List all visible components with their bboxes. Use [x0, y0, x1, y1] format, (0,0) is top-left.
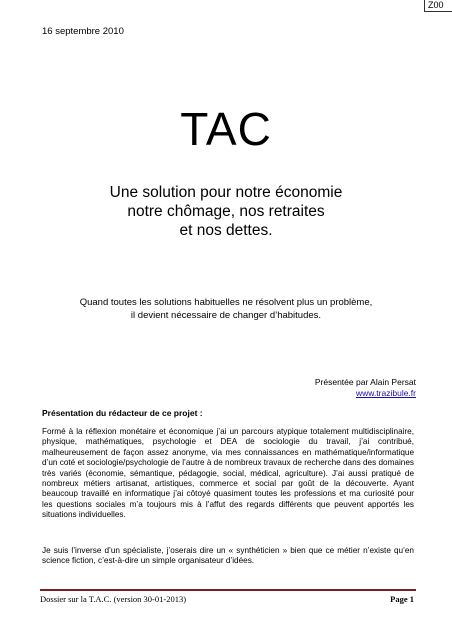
- epigraph: [0, 297, 452, 322]
- corner-tab: Z00: [424, 0, 452, 12]
- epigraph-line: il devient nécessaire de changer d’habitudes.: [130, 309, 322, 321]
- document-subtitle: [0, 183, 452, 240]
- author-block: [315, 377, 416, 399]
- section-heading: Présentation du rédacteur de ce projet :: [42, 408, 203, 418]
- document-date: 16 septembre 2010: [42, 26, 124, 37]
- subtitle-line: et nos dettes.: [179, 222, 273, 239]
- footer-page-number: Page 1: [390, 594, 414, 604]
- epigraph-line: Quand toutes les solutions habituelles ne résolvent plus un problème,: [79, 297, 373, 308]
- body-paragraph: Je suis l’inverse d’un spécialiste, j’oserais dire un « synthéticien » bien que ce métier n’existe qu’en science fiction, c’est-à-dire un simple organisateur d’idées.: [42, 546, 414, 566]
- website-link[interactable]: www.trazibule.fr: [356, 388, 416, 398]
- body-paragraph: Formé à la réflexion monétaire et économique j’ai un parcours atypique totalement multidisciplinaire, physique, mathématiques, psychologie et DEA de sociologie du travail, j’ai contribué, malheureusement de façon assez anonyme, via mes connaissances en mathématique/informatique d’un coté et sociologie/psychologie de l’autre à de nombreux travaux de recherche dans des domaines très variés (économie, sémantique, pédagogie, social, médical, agriculture). J’ai aussi pratiqué de nombreux métiers artisanat, artistiques, commerce et social par goût de la découverte. Ayant beaucoup travaillé en informatique j’ai côtoyé quasiment toutes les professions et ma curiosité pour les questions sociales m’a toujours mis à l’affut des regards différents que peuvent apportés les situations individuelles.: [42, 427, 414, 520]
- footer-divider: [40, 589, 416, 591]
- document-title: TAC: [180, 103, 272, 155]
- presented-by: Présentée par Alain Persat: [314, 377, 416, 387]
- subtitle-line: notre chômage, nos retraites: [127, 203, 325, 220]
- footer-document-info: Dossier sur la T.A.C. (version 30-01-2013): [40, 594, 187, 604]
- subtitle-line: Une solution pour notre économie: [109, 184, 343, 201]
